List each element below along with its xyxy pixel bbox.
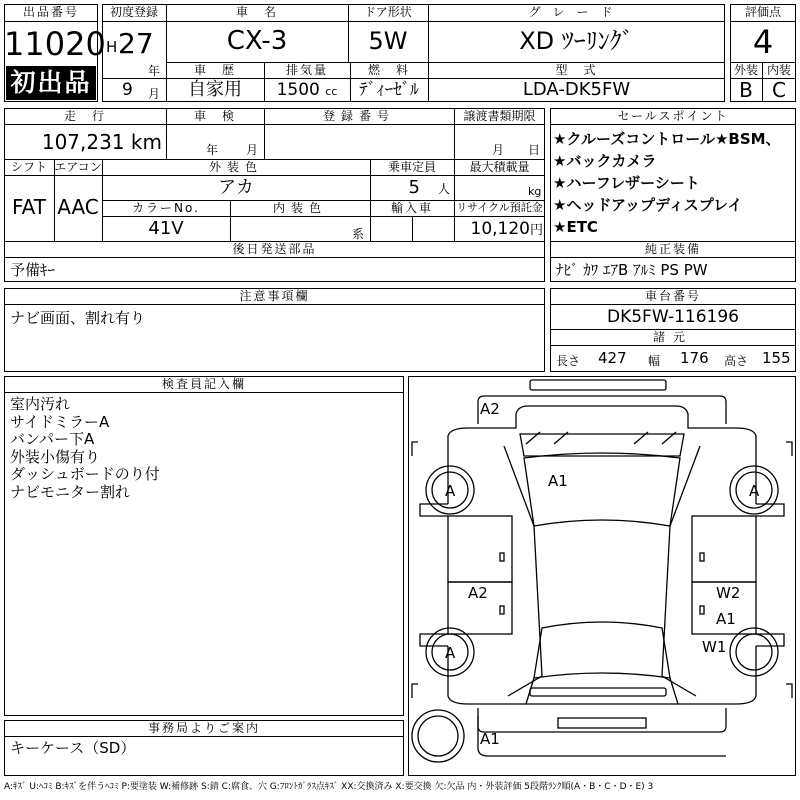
car-name: CX-3 [226,26,288,56]
interior-color-label: 内装色 [272,201,327,215]
exterior-grade-label: 外装 [733,63,758,77]
displacement: 1500 [276,80,320,100]
sales-points-label: セールスポイント [617,109,729,123]
displacement-unit: cc [325,85,338,98]
inspection-label: 車 検 [193,109,236,123]
score-label: 評価点 [744,5,781,19]
damage-mark: A1 [480,730,500,748]
inspection-year-unit: 年 [206,143,219,157]
fuel-label: 燃 料 [367,63,410,77]
chassis-number-label: 車台番号 [644,289,701,303]
shift: FAT [11,195,46,219]
inspector-note: ダッシュボードのり付 [10,465,160,483]
inspector-note: 外装小傷有り [10,447,101,466]
later-parts-label: 後日発送部品 [232,242,317,256]
history-label: 車 歴 [193,63,236,77]
car-name-label: 車 名 [235,5,278,19]
exterior-color-label: 外装色 [208,160,263,174]
year-unit: 年 [148,64,161,78]
month-unit: 月 [148,87,161,101]
width: 176 [680,349,709,367]
sales-point: ★ETC [553,218,598,236]
inspector-note: ナビモニター割れ [10,482,131,501]
inspector-label: 検査員記入欄 [161,377,246,391]
office-label: 事務局よりご案内 [147,721,260,735]
transfer-day-unit: 日 [528,143,541,157]
length-label: 長さ [556,354,581,368]
interior-grade: C [772,78,786,102]
height-label: 高さ [724,354,749,368]
width-label: 幅 [648,354,661,368]
capacity: 5 [408,177,420,198]
aircon: AAC [57,195,99,219]
damage-mark: A2 [468,584,488,602]
color-number: 41V [148,218,184,239]
sales-point: ★バックカメラ [553,152,657,170]
grade: XD ﾂｰﾘﾝｸﾞ [519,27,634,55]
capacity-label: 乗車定員 [387,160,436,174]
later-parts: 予備ｷｰ [10,261,56,279]
sales-points-list [553,128,781,238]
inspector-note: バンパー下A [10,430,95,448]
registration-month: 9 [122,80,133,100]
model-label: 型 式 [555,63,598,77]
damage-mark: A [445,482,456,500]
registration-number-label: 登録番号 [322,109,395,123]
chassis-number: DK5FW-116196 [607,307,739,327]
mileage-unit: km [130,130,162,154]
history: 自家用 [188,79,242,100]
sales-point: ★クルーズコントロール★BSM、 [553,130,781,148]
shift-label: シフト [10,160,47,174]
max-load-label: 最大積載量 [469,160,530,174]
score: 4 [752,23,774,61]
exterior-grade: B [739,78,753,102]
max-load-unit: kg [528,185,542,198]
mileage-label: 走 行 [63,109,106,123]
interior-color-unit: 系 [352,227,365,241]
first-registration-label: 初度登録 [109,5,158,19]
lot-number: 11020 [4,25,106,63]
aircon-label: エアコン [54,160,102,174]
height: 155 [762,349,791,367]
recycle-cell [454,218,543,242]
legend: A:ｷｽﾞ U:ﾍｺﾐ B:ｷｽﾞを伴うﾍｺﾐ P:要塗装 W:補修跡 S:錆 C:腐食、穴 G:ﾌﾛﾝﾄｶﾞﾗｽ点ｷｽﾞ XX:交換済み X:要交換 欠:欠品 内・外装評価 5段階ﾗﾝｸ順(A・B・C・D・E) 3 [4,782,654,792]
inspection-month-unit: 月 [246,143,259,157]
recycle-deposit: 10,120 [470,219,530,239]
sales-point: ★ハーフレザーシート [553,174,700,192]
damage-mark: A2 [480,400,500,418]
damage-mark: W1 [702,638,727,656]
recycle-deposit-label: リサイクル預託金 [456,201,543,214]
inspector-notes [10,396,160,501]
mileage: 107,231 [41,130,125,154]
length: 427 [598,349,627,367]
dimensions-label: 諸元 [652,330,693,344]
car-diagram [408,376,796,776]
sales-point: ★ヘッドアップディスプレイ [553,196,743,214]
lot-number-label: 出品番号 [22,5,79,19]
registration-year: 27 [118,27,154,60]
era: H [106,38,118,56]
notes-label: 注意事項欄 [239,289,310,303]
inspector-note: 室内汚れ [10,395,71,413]
recycle-unit: 円 [529,223,543,238]
exterior-color: アカ [218,177,254,198]
door-type-label: ドア形状 [364,5,412,19]
import-label: 輸入車 [390,201,433,215]
transfer-deadline-label: 譲渡書類期限 [463,109,536,123]
fuel: ﾃﾞｨｰｾﾞﾙ [359,80,419,100]
genuine-equipment-label: 純正装備 [644,242,701,256]
mileage-cell [4,129,162,155]
inspector-note: サイドミラーA [10,412,110,431]
office-text: キーケース（SD） [10,739,136,757]
interior-grade-label: 内装 [766,63,791,77]
model-code: LDA-DK5FW [522,79,631,100]
genuine-equipment: ﾅﾋﾞ ｶﾜ ｴｱB ｱﾙﾐ PS PW [556,261,708,279]
capacity-cell [370,177,450,200]
color-number-label: カラーNo. [132,201,200,215]
first-listing-badge: 初出品 [6,66,96,100]
damage-mark: A [749,482,760,500]
displacement-cell [264,80,350,102]
grade-label: グレード [528,5,625,19]
damage-mark: A1 [716,610,736,628]
notes-text: ナビ画面、割れ有り [10,309,146,327]
capacity-unit: 人 [437,182,450,196]
damage-mark: A1 [548,472,568,490]
damage-mark: A [445,644,456,662]
displacement-label: 排気量 [285,63,328,77]
damage-mark: W2 [716,584,741,602]
transfer-month-unit: 月 [492,143,505,157]
door-type: 5W [368,27,408,55]
